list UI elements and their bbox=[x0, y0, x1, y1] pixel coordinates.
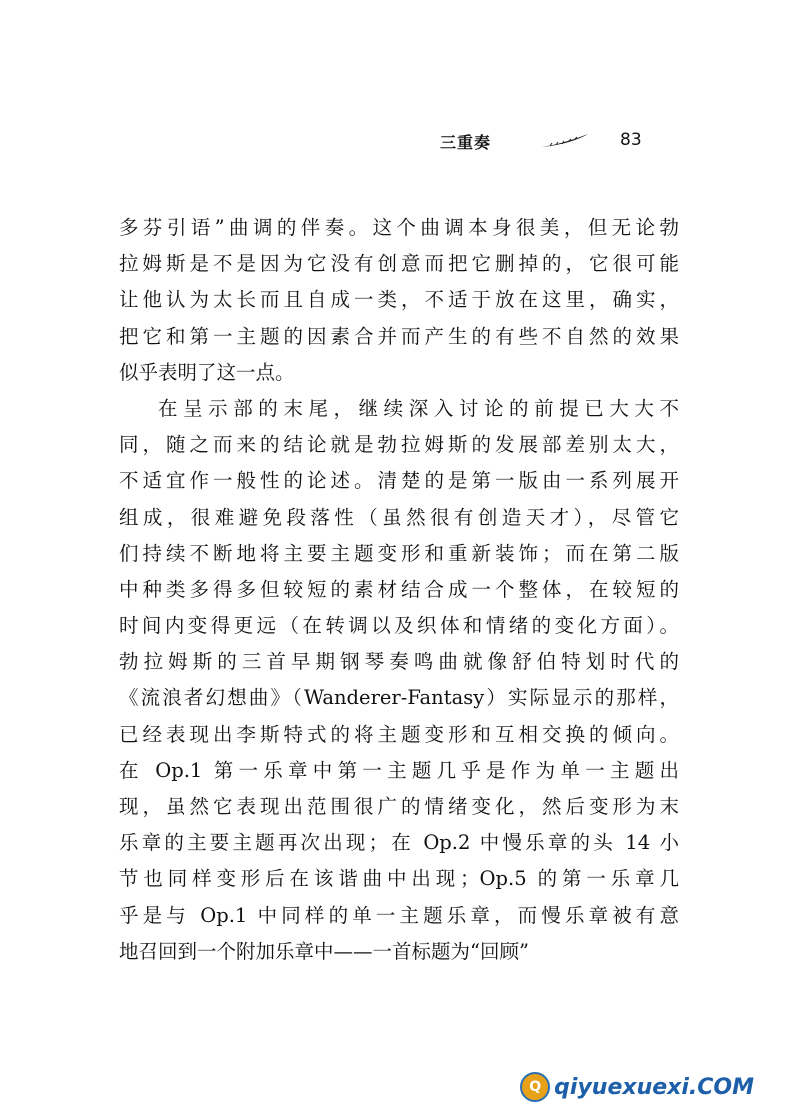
paragraph bbox=[119, 391, 679, 970]
text-line-content: 已经表现出李斯特式的将主题变形和互相交换的倾向。 bbox=[119, 722, 679, 746]
text-line-content: 在 Op.1 第一乐章中第一主题几乎是作为单一主题出 bbox=[119, 758, 679, 782]
text-line bbox=[119, 789, 679, 825]
text-line-content: 地召回到一个附加乐章中——一首标题为“回顾” bbox=[119, 939, 529, 963]
text-line-content: 似乎表明了这一点。 bbox=[119, 360, 295, 384]
text-line-content: 节也同样变形后在该谐曲中出现；Op.5 的第一乐章几 bbox=[119, 867, 679, 891]
text-line bbox=[119, 572, 679, 608]
text-line-content: 在呈示部的末尾，继续深入讨论的前提已大大不 bbox=[158, 396, 679, 420]
text-line bbox=[119, 680, 679, 716]
text-line-content: 让他认为太长而且自成一类，不适于放在这里，确实， bbox=[119, 288, 679, 312]
text-line bbox=[119, 536, 679, 572]
text-line bbox=[119, 500, 679, 536]
text-line-content: 们持续不断地将主要主题变形和重新装饰；而在第二版 bbox=[119, 541, 679, 565]
text-line-content: 时间内变得更远（在转调以及织体和情绪的变化方面）。 bbox=[119, 614, 679, 638]
text-line-content: 多芬引语”曲调的伴奏。这个曲调本身很美，但无论勃 bbox=[119, 216, 679, 239]
text-line bbox=[119, 355, 679, 391]
text-line bbox=[119, 934, 679, 970]
page-number: 83 bbox=[620, 130, 642, 150]
text-line bbox=[119, 427, 679, 463]
text-line-content: 乎是与 Op.1 中同样的单一主题乐章，而慢乐章被有意 bbox=[119, 903, 679, 927]
text-line bbox=[119, 825, 679, 861]
text-line bbox=[119, 210, 679, 246]
text-line-content: 同，随之而来的结论就是勃拉姆斯的发展部差别太大， bbox=[119, 433, 679, 457]
text-line bbox=[119, 717, 679, 753]
text-line bbox=[119, 753, 679, 789]
site-watermark bbox=[520, 1072, 754, 1102]
chapter-title: 三重奏 bbox=[440, 133, 492, 152]
running-header bbox=[440, 128, 660, 158]
text-line bbox=[119, 246, 679, 282]
text-line-content: 拉姆斯是不是因为它没有创意而把它删掉的，它很可能 bbox=[119, 252, 679, 276]
watermark-text: qiyuexuexi.COM bbox=[554, 1074, 754, 1100]
body-text bbox=[119, 210, 679, 970]
text-line-content: 不适宜作一般性的论述。清楚的是第一版由一系列展开 bbox=[119, 469, 679, 493]
text-line bbox=[119, 319, 679, 355]
text-line bbox=[119, 391, 679, 427]
text-line-content: 现，虽然它表现出范围很广的情绪变化，然后变形为末 bbox=[119, 795, 679, 818]
text-line-content: 勃拉姆斯的三首早期钢琴奏鸣曲就像舒伯特划时代的 bbox=[119, 650, 679, 674]
text-line-content: 把它和第一主题的因素合并而产生的有些不自然的效果 bbox=[119, 324, 679, 348]
text-line-content: 中种类多得多但较短的素材结合成一个整体，在较短的 bbox=[119, 577, 679, 601]
paragraph bbox=[119, 210, 679, 391]
text-line bbox=[119, 608, 679, 644]
text-line-content: 《流浪者幻想曲》（Wanderer-Fantasy）实际显示的那样， bbox=[119, 686, 679, 710]
text-line bbox=[119, 282, 679, 318]
text-line bbox=[119, 644, 679, 680]
text-line bbox=[119, 861, 679, 897]
text-line bbox=[119, 463, 679, 499]
text-line-content: 组成，很难避免段落性（虽然很有创造天才），尽管它 bbox=[119, 505, 679, 529]
text-line-content: 乐章的主要主题再次出现；在 Op.2 中慢乐章的头 14 小 bbox=[119, 831, 679, 855]
text-line bbox=[119, 898, 679, 934]
site-logo-icon: Q bbox=[520, 1072, 550, 1102]
quill-ornament-icon bbox=[540, 132, 590, 154]
